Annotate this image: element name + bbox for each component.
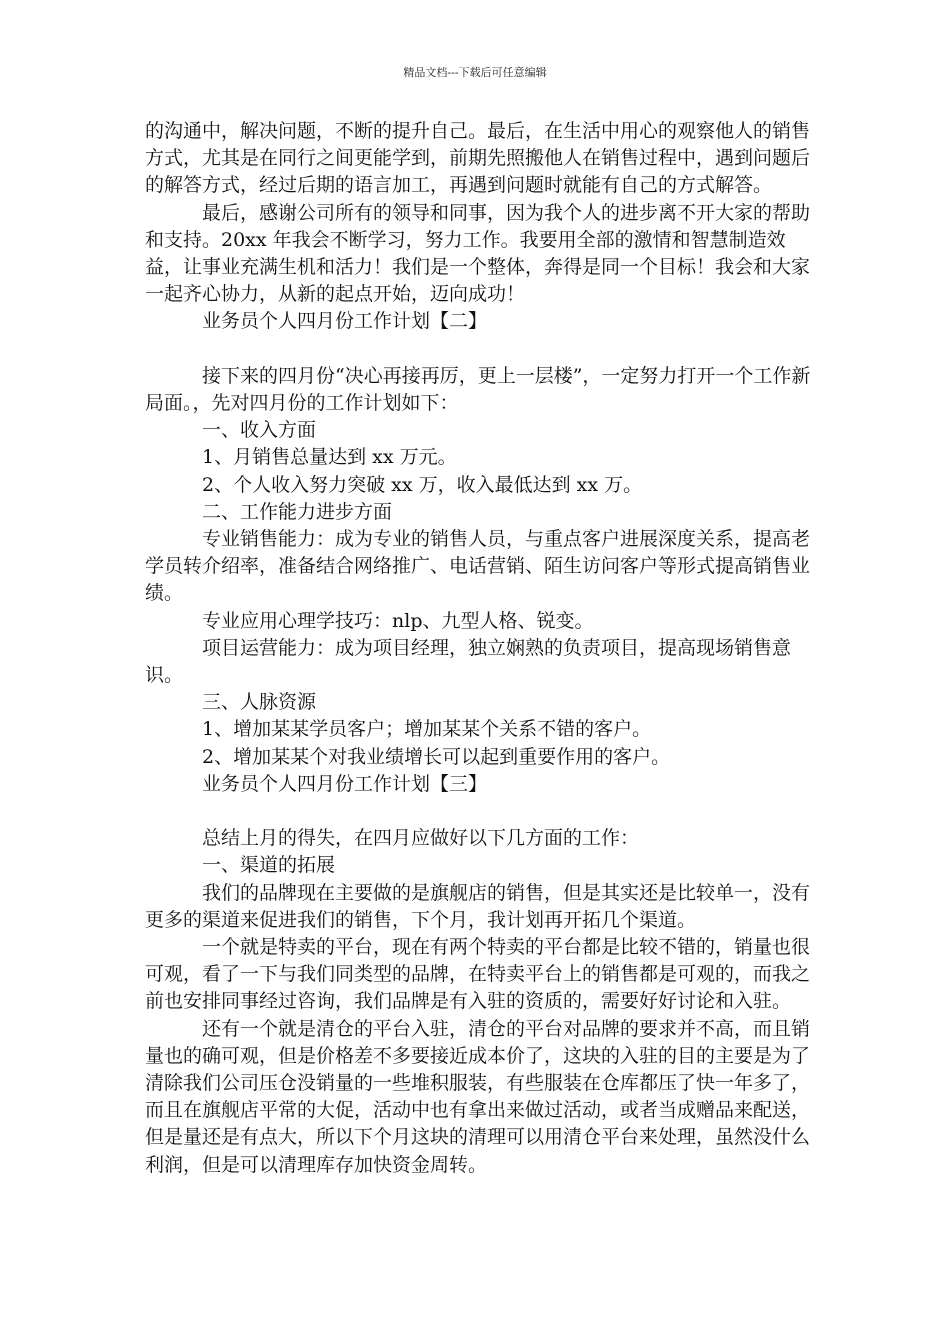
paragraph: 2、个人收入努力突破 xx 万，收入最低达到 xx 万。 xyxy=(202,473,643,496)
paragraph: 总结上月的得失，在四月应做好以下几方面的工作： xyxy=(202,827,640,850)
paragraph: 接下来的四月份“决心再接再厉，更上一层楼”，一定努力打开一个工作新局面。，先对四月份的工作计划如下： xyxy=(145,364,811,415)
paragraph: 2、增加某某个对我业绩增长可以起到重要作用的客户。 xyxy=(202,745,671,768)
paragraph: 还有一个就是清仓的平台入驻，清仓的平台对品牌的要求并不高，而且销量也的确可观，但是价格差不多要接近成本价了，这块的入驻的目的主要是为了清除我们公司压仓没销量的一些堆积服装，有些服装在仓库都压了快一年多了，而且在旗舰店平常的大促，活动中也有拿出来做过活动，或者当成赠品来配送，但是量还是有点大，所以下个月这块的清理可以用清仓平台来处理，虽然没什么利润，但是可以清理库存加快资金周转。 xyxy=(145,1017,811,1176)
document-body xyxy=(145,118,813,1179)
paragraph: 三、人脉资源 xyxy=(202,691,317,714)
page-header: 精品文档---下载后可任意编辑 xyxy=(403,66,547,79)
paragraph: 专业应用心理学技巧：nlp、九型人格、锐变。 xyxy=(202,609,594,632)
paragraph: 一个就是特卖的平台，现在有两个特卖的平台都是比较不错的，销量也很可观，看了一下与我们同类型的品牌，在特卖平台上的销售都是可观的，而我之前也安排同事经过咨询，我们品牌是有入驻的资质的，需要好好讨论和入驻。 xyxy=(145,936,811,1013)
paragraph: 1、月销售总量达到 xx 万元。 xyxy=(202,446,457,469)
blank-line xyxy=(145,798,813,825)
paragraph: 我们的品牌现在主要做的是旗舰店的销售，但是其实还是比较单一，没有更多的渠道来促进我们的销售，下个月，我计划再开拓几个渠道。 xyxy=(145,881,811,931)
paragraph: 业务员个人四月份工作计划【三】 xyxy=(202,772,488,795)
paragraph: 项目运营能力：成为项目经理，独立娴熟的负责项目，提高现场销售意识。 xyxy=(145,636,792,687)
paragraph: 业务员个人四月份工作计划【二】 xyxy=(202,310,488,333)
paragraph: 最后，感谢公司所有的领导和同事，因为我个人的进步离不开大家的帮助和支持。20xx 年我会不断学习，努力工作。我要用全部的激情和智慧制造效益，让事业充满生机和活力！我们是一个整体，奔得是同一个目标！我会和大家一起齐心协力，从新的起点开始，迈向成功！ xyxy=(145,201,811,306)
paragraph: 的沟通中，解决问题，不断的提升自己。最后，在生活中用心的观察他人的销售方式，尤其是在同行之间更能学到，前期先照搬他人在销售过程中，遇到问题后的解答方式，经过后期的语言加工，再遇到问题时就能有自己的方式解答。 xyxy=(145,120,811,197)
paragraph: 一、收入方面 xyxy=(202,419,317,442)
paragraph: 专业销售能力：成为专业的销售人员，与重点客户进展深度关系，提高老学员转介绍率，准备结合网络推广、电话营销、陌生访问客户等形式提高销售业绩。 xyxy=(145,528,811,605)
paragraph: 二、工作能力进步方面 xyxy=(202,500,393,523)
paragraph: 一、渠道的拓展 xyxy=(202,854,336,877)
paragraph: 1、增加某某学员客户；增加某某个关系不错的客户。 xyxy=(202,718,652,741)
blank-line xyxy=(145,336,813,363)
